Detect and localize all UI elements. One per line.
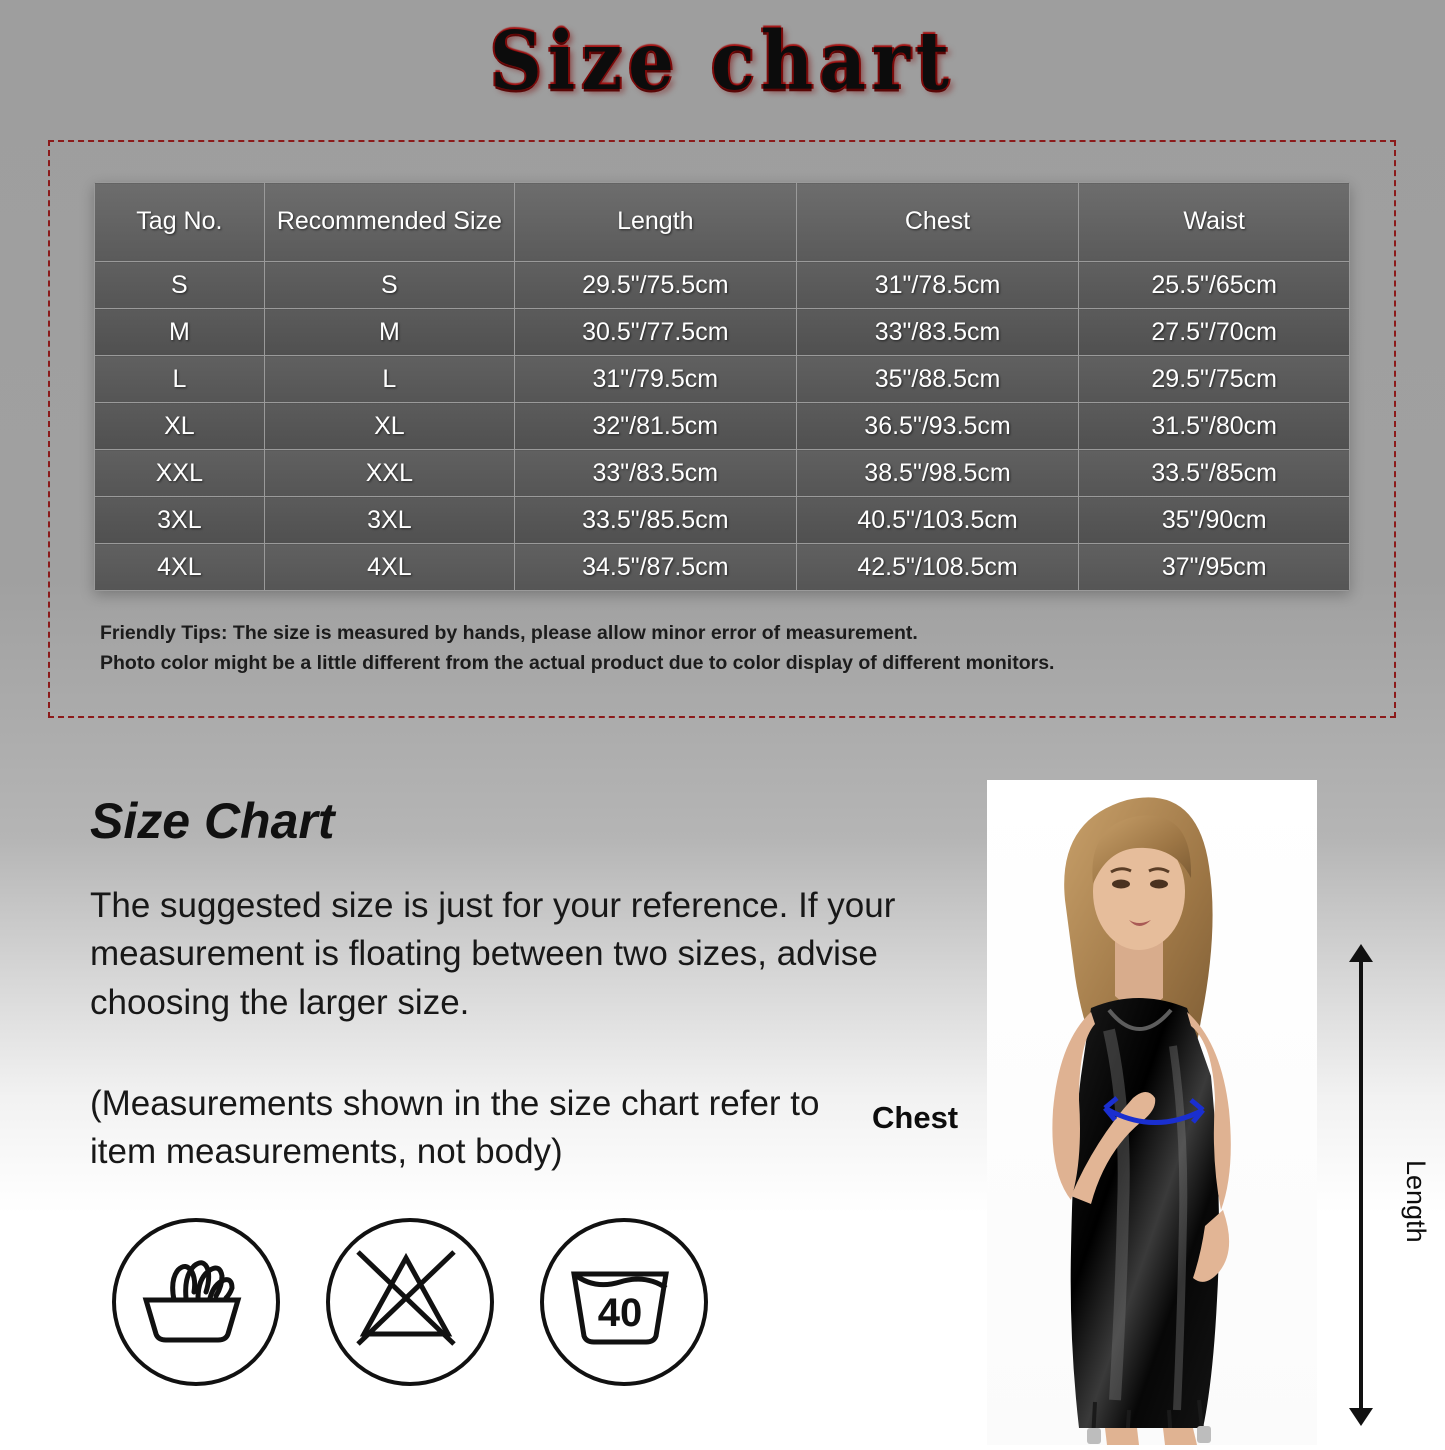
table-row — [95, 497, 1350, 544]
column-header-tag-no: Tag No. — [95, 183, 265, 262]
table-header — [95, 183, 1350, 262]
column-header-waist: Waist — [1079, 183, 1350, 262]
cell-chest: 33"/83.5cm — [796, 309, 1079, 356]
column-header-chest: Chest — [796, 183, 1079, 262]
cell-length: 33"/83.5cm — [514, 450, 796, 497]
cell-waist: 35"/90cm — [1079, 497, 1350, 544]
table-row — [95, 403, 1350, 450]
size-table-container — [94, 182, 1350, 591]
cell-chest: 42.5"/108.5cm — [796, 544, 1079, 591]
cell-chest: 36.5"/93.5cm — [796, 403, 1079, 450]
cell-length: 31"/79.5cm — [514, 356, 796, 403]
lower-heading: Size Chart — [90, 793, 335, 849]
cell-chest: 38.5"/98.5cm — [796, 450, 1079, 497]
column-header-recommended-size: Recommended Size — [264, 183, 514, 262]
cell-length: 30.5"/77.5cm — [514, 309, 796, 356]
cell-recommended-size: S — [264, 262, 514, 309]
cell-recommended-size: XXL — [264, 450, 514, 497]
cell-waist: 31.5"/80cm — [1079, 403, 1350, 450]
cell-tag-no: XXL — [95, 450, 265, 497]
column-header-length: Length — [514, 183, 796, 262]
cell-waist: 27.5"/70cm — [1079, 309, 1350, 356]
lower-paragraph-2: (Measurements shown in the size chart refer to item measurements, not body) — [90, 1084, 820, 1172]
length-measure-label: Length — [1401, 1160, 1431, 1243]
care-symbols — [112, 1218, 708, 1386]
cell-chest: 40.5"/103.5cm — [796, 497, 1079, 544]
cell-recommended-size: 3XL — [264, 497, 514, 544]
machine-wash-temperature-label: 40 — [597, 1291, 643, 1335]
page-title: Size chart — [489, 12, 956, 109]
cell-length: 34.5"/87.5cm — [514, 544, 796, 591]
cell-waist: 33.5"/85cm — [1079, 450, 1350, 497]
cell-recommended-size: XL — [264, 403, 514, 450]
table-row — [95, 544, 1350, 591]
table-row — [95, 309, 1350, 356]
cell-tag-no: M — [95, 309, 265, 356]
table-header-row — [95, 183, 1350, 262]
lower-section — [0, 760, 1445, 1445]
cell-waist: 37"/95cm — [1079, 544, 1350, 591]
machine-wash-40-icon — [540, 1218, 708, 1386]
table-row — [95, 356, 1350, 403]
page-title-container — [0, 12, 1445, 109]
cell-tag-no: 3XL — [95, 497, 265, 544]
cell-waist: 25.5"/65cm — [1079, 262, 1350, 309]
hand-wash-icon — [112, 1218, 280, 1386]
table-row — [95, 450, 1350, 497]
cell-recommended-size: L — [264, 356, 514, 403]
cell-recommended-size: 4XL — [264, 544, 514, 591]
cell-tag-no: XL — [95, 403, 265, 450]
friendly-tips — [100, 618, 1340, 678]
cell-chest: 35"/88.5cm — [796, 356, 1079, 403]
chest-measure-label: Chest — [872, 1100, 959, 1135]
do-not-bleach-icon — [326, 1218, 494, 1386]
cell-tag-no: 4XL — [95, 544, 265, 591]
cell-length: 33.5"/85.5cm — [514, 497, 796, 544]
length-measure-arrow — [1341, 940, 1381, 1430]
tips-line-1: Friendly Tips: The size is measured by hands, please allow minor error of measurement. — [100, 622, 918, 644]
tips-line-2: Photo color might be a little different from the actual product due to color display of different monitors. — [100, 652, 1055, 675]
cell-chest: 31"/78.5cm — [796, 262, 1079, 309]
lower-paragraph-1: The suggested size is just for your reference. If your measurement is floating between two sizes, advise choosing the larger size. — [90, 886, 896, 1022]
cell-recommended-size: M — [264, 309, 514, 356]
cell-length: 32"/81.5cm — [514, 403, 796, 450]
table-body — [95, 262, 1350, 591]
size-table — [94, 182, 1350, 591]
cell-length: 29.5"/75.5cm — [514, 262, 796, 309]
cell-tag-no: S — [95, 262, 265, 309]
model-photo — [987, 780, 1317, 1445]
cell-waist: 29.5"/75cm — [1079, 356, 1350, 403]
table-row — [95, 262, 1350, 309]
cell-tag-no: L — [95, 356, 265, 403]
